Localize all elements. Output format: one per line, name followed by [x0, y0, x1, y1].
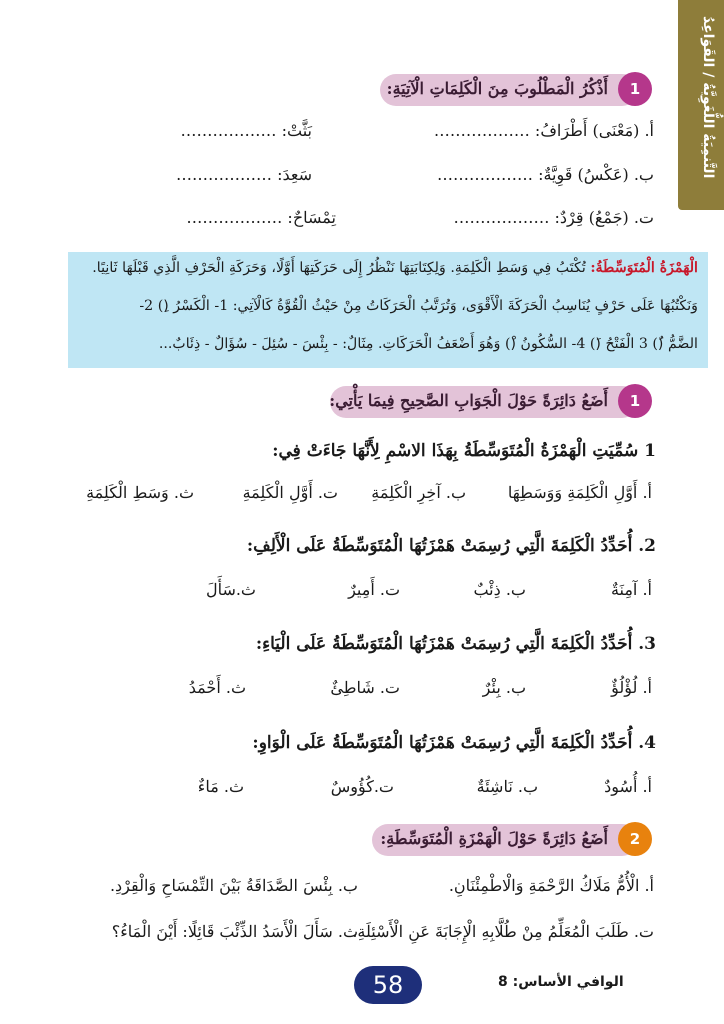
exercise-title: أَضَعُ دَائِرَةً حَوْلَ الْجَوَابِ الصَّحِيحِ فِيمَا يَأْتِي:: [329, 391, 608, 410]
ex3-sentence-c: ت. طَلَبَ الْمُعَلِّمُ مِنْ طُلَّابِهِ الْإِجَابَةَ عَنِ الْأَسْئِلَةِ.: [352, 922, 654, 941]
rule-line-2: وَنَكْتُبُهَا عَلَى حَرْفٍ يُنَاسِبُ الْحَرَكَةَ الْأَقْوَى، وَتُرَتَّبُ الْحَرَكَاتُ مِنْ حَيْثُ الْقُوَّةُ كَالْآتِي: 1- الْكَسْرُ (ِ) 2-: [139, 298, 698, 314]
exercise-number-badge: 1: [618, 384, 652, 418]
q2-option-a[interactable]: أ. آمِنَةٌ: [610, 580, 652, 599]
q4-option-a[interactable]: أ. أُسُودٌ: [604, 777, 652, 796]
ex1-row-a-right: أ. (مَعْنَى) أَطْرَافُ: ………………: [433, 121, 654, 140]
ex1-row-b-left: سَعِدَ: ………………: [176, 165, 312, 184]
ex1-row-c-right: ت. (جَمْعُ) قِرْدٌ: ………………: [453, 208, 654, 227]
ex3-sentence-a: أ. الْأُمُّ مَلَاكُ الرَّحْمَةِ وَالْاطْمِئْنَانِ.: [448, 876, 654, 895]
q4-option-d[interactable]: ث. مَاءٌ: [197, 777, 244, 796]
rule-text: تُكْتَبُ فِي وَسَطِ الْكَلِمَةِ. وَلِكِتَابَتِهَا نَنْظُرُ إِلَى حَرَكَتِهَا أَوَّلًا، وَحَرَكَةِ الْحَرْفِ الَّذِي قَبْلَهَا ثَانِيًا.: [92, 260, 591, 276]
rule-line-3: الضَّمُّ (ُ) 3 الْفَتْحُ (َ) 4- السُّكُونُ (ْ) وَهُوَ أَضْعَفُ الْحَرَكَاتِ. مِثَالٌ: - بِئْسَ - سُئِلَ - سُؤَالٌ - ذِئَابٌ...: [158, 336, 698, 352]
rule-label: الْهَمْزَةُ الْمُتَوَسِّطَةُ:: [590, 260, 698, 276]
exercise-2-header: [329, 386, 641, 418]
exercise-number-badge: 2: [618, 822, 652, 856]
ex3-sentence-d: ث. سَأَلَ الْأَسَدُ الذِّئْبَ قَائِلًا: أَيْنَ الْمَاءُ؟: [111, 922, 358, 941]
q2-option-b[interactable]: ب. ذِئْبٌ: [473, 580, 526, 599]
q3-option-a[interactable]: أ. لُؤْلُؤٌ: [611, 678, 652, 697]
question-3: 3. أُحَدِّدُ الْكَلِمَةَ الَّتِي رُسِمَتْ هَمْزَتُهَا الْمُتَوَسِّطَةُ عَلَى الْيَاءِ:: [255, 634, 656, 654]
page-number: 58: [354, 966, 422, 1004]
q2-option-c[interactable]: ت. أَمِيرٌ: [348, 580, 400, 599]
exercise-1-header: [380, 74, 641, 106]
q1-option-d[interactable]: ث. وَسَطِ الْكَلِمَةِ: [86, 483, 194, 502]
rule-line-1: [92, 260, 698, 276]
exercise-number-badge: 1: [618, 72, 652, 106]
ex1-row-b-right: ب. (عَكْسُ) قَوِيَّةٌ: ………………: [436, 165, 654, 184]
ex1-row-a-left: بَثَّتْ: ………………: [180, 121, 312, 140]
q3-option-b[interactable]: ب. بِئْرٌ: [482, 678, 526, 697]
exercise-title: أَذْكُرُ الْمَطْلُوبَ مِنَ الْكَلِمَاتِ الْآتِيَةِ:: [386, 79, 608, 98]
q4-option-b[interactable]: ب. نَاشِئَةٌ: [476, 777, 538, 796]
book-title: الوافي الأساس: 8: [498, 974, 624, 990]
ex1-row-c-left: تِمْسَاحٌ: ………………: [186, 208, 336, 227]
question-2: 2. أُحَدِّدُ الْكَلِمَةَ الَّتِي رُسِمَتْ هَمْزَتُهَا الْمُتَوَسِّطَةُ عَلَى الْأَلِفِ:: [246, 536, 656, 556]
q1-option-a[interactable]: أ. أَوَّلِ الْكَلِمَةِ وَوَسَطِهَا: [507, 483, 652, 502]
exercise-3-header: [372, 824, 641, 856]
exercise-title: أَضَعُ دَائِرَةً حَوْلَ الْهَمْزَةِ الْمُتَوَسِّطَةِ:: [380, 829, 608, 848]
ex3-sentence-b: ب. بِئْسَ الصَّدَاقَةُ بَيْنَ التِّمْسَاحِ وَالْقِرْدِ.: [109, 876, 358, 895]
chapter-side-tab: [678, 0, 724, 210]
q4-option-c[interactable]: ت.كُؤُوسٌ: [330, 777, 394, 796]
q1-option-b[interactable]: ب. آخِرِ الْكَلِمَةِ: [371, 483, 466, 502]
q2-option-d[interactable]: ث.سَأَلَ: [205, 580, 256, 599]
question-1: 1 سُمِّيَتِ الْهَمْزَةُ الْمُتَوَسِّطَةُ بِهَذَا الاسْمِ لِأَنَّهَا جَاءَتْ فِي:: [272, 441, 656, 461]
question-4: 4. أُحَدِّدُ الْكَلِمَةَ الَّتِي رُسِمَتْ هَمْزَتُهَا الْمُتَوَسِّطَةُ عَلَى الْوَاوِ:: [252, 733, 656, 753]
q1-option-c[interactable]: ت. أَوَّلِ الْكَلِمَةِ: [242, 483, 338, 502]
q3-option-c[interactable]: ت. شَاطِئٌ: [330, 678, 400, 697]
rule-box: [68, 252, 708, 368]
q3-option-d[interactable]: ث. أَحْمَدُ: [188, 678, 246, 697]
chapter-title: التَّنمِيَةُ اللُّغَوِيَّةُ / القَوَاعِدُ: [700, 16, 716, 179]
